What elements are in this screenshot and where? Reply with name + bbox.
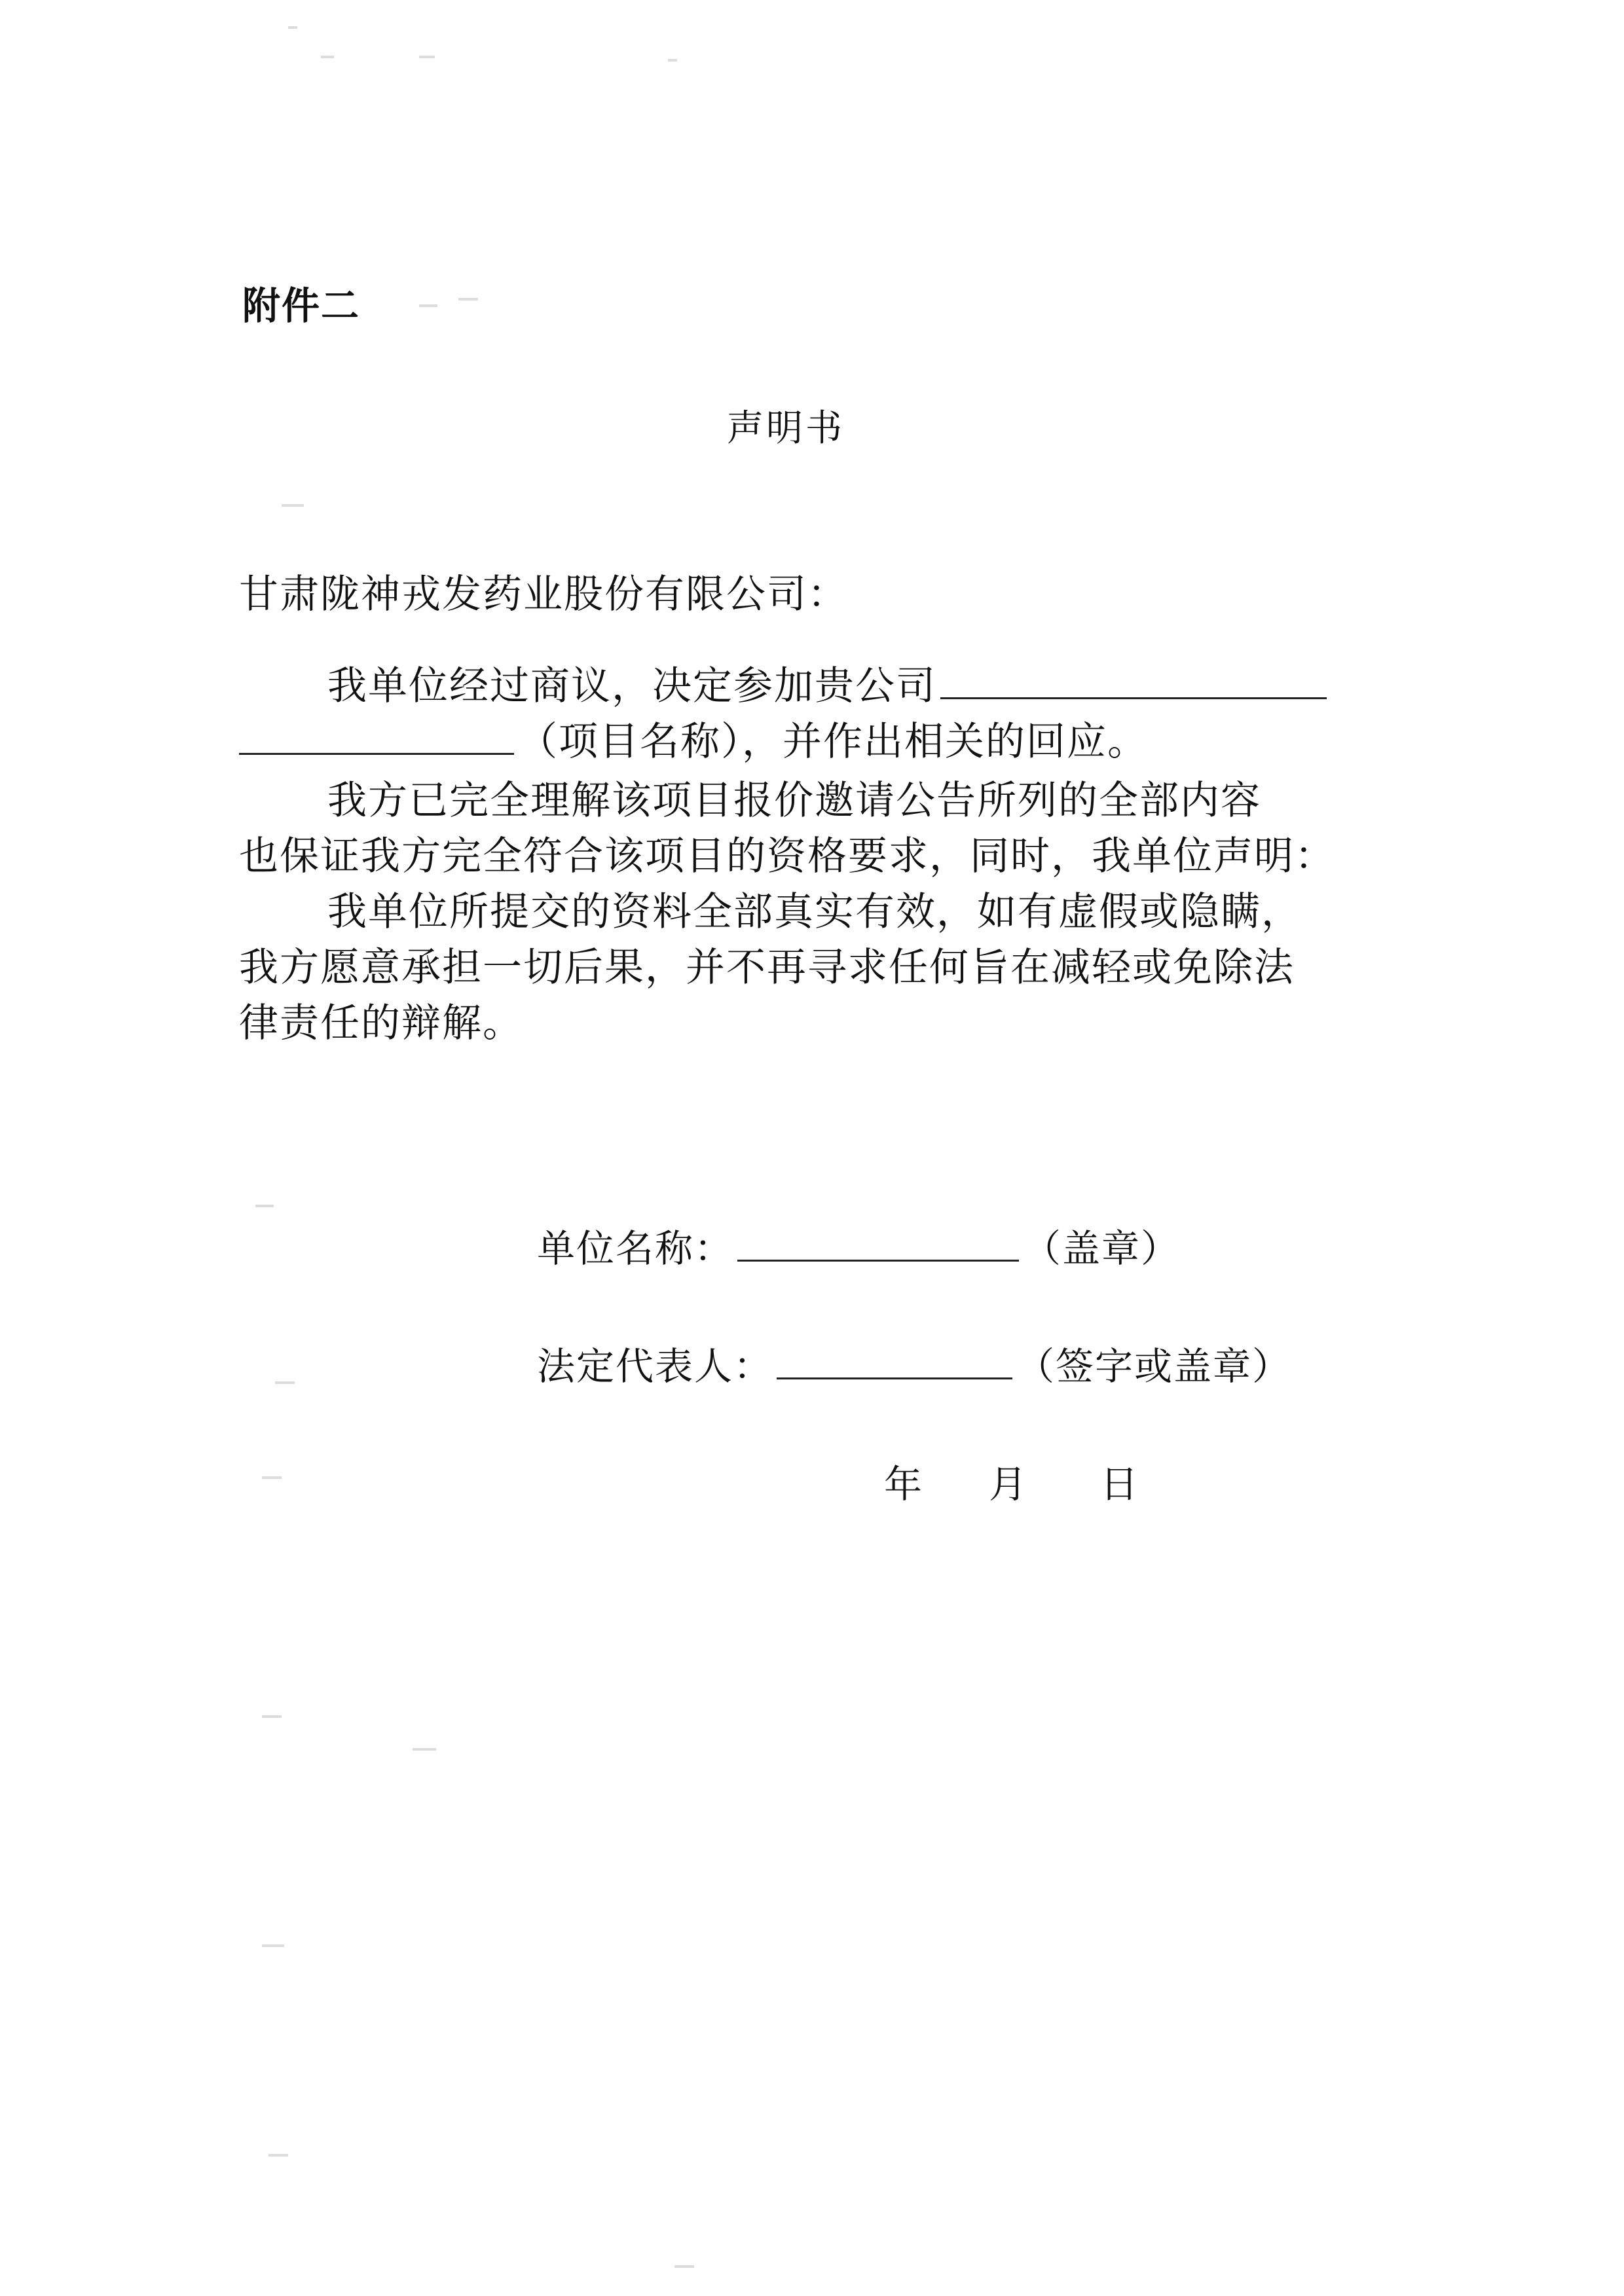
body-text: 律责任的辩解。 — [239, 1000, 523, 1046]
scan-mark — [268, 2154, 288, 2157]
legal-rep-note: （签字或盖章） — [1016, 1344, 1292, 1389]
body-text: （项目名称），并作出相关的回应。 — [518, 719, 1148, 765]
recipient-line: 甘肃陇神戎发药业股份有限公司： — [239, 572, 848, 617]
legal-rep-label: 法定代表人： — [537, 1344, 773, 1389]
document-title: 声明书 — [727, 407, 845, 450]
date-year: 年 — [884, 1462, 923, 1506]
unit-name-row — [537, 1218, 1180, 1273]
unit-name-blank[interactable] — [737, 1219, 1019, 1262]
project-name-blank-1[interactable] — [940, 657, 1327, 699]
body-line — [239, 825, 1335, 881]
body-line — [239, 769, 1261, 826]
scan-mark — [262, 1944, 284, 1947]
scan-mark — [419, 304, 437, 307]
body-text: 我方已完全理解该项目报价邀请公告所列的全部内容 — [327, 778, 1261, 824]
body-text: 我方愿意承担一切后果，并不再寻求任何旨在减轻或免除法 — [239, 945, 1295, 991]
legal-rep-row — [537, 1336, 1291, 1391]
scan-mark — [262, 1715, 282, 1718]
scan-mark — [262, 1476, 282, 1479]
scan-mark — [668, 59, 677, 62]
scan-mark — [275, 1381, 295, 1384]
scan-mark — [419, 56, 435, 58]
scan-mark — [282, 504, 304, 507]
body-line — [239, 992, 523, 1048]
scan-mark — [458, 298, 478, 301]
scan-mark — [413, 1748, 436, 1751]
body-text: 我单位经过商议，决定参加贵公司 — [327, 663, 936, 709]
body-text: 我单位所提交的资料全部真实有效，如有虚假或隐瞒， — [327, 889, 1302, 935]
body-line — [239, 655, 1331, 711]
scan-mark — [288, 26, 297, 29]
date-month: 月 — [989, 1462, 1027, 1506]
project-name-blank-2[interactable] — [239, 712, 514, 755]
scan-mark — [674, 2265, 694, 2268]
unit-name-note: （盖章） — [1023, 1226, 1181, 1271]
body-line — [239, 936, 1295, 993]
legal-rep-blank[interactable] — [777, 1337, 1012, 1379]
body-line — [239, 881, 1302, 937]
scan-mark — [255, 1205, 274, 1207]
unit-name-label: 单位名称： — [537, 1226, 734, 1271]
date-day: 日 — [1100, 1462, 1139, 1506]
attachment-label: 附件二 — [242, 283, 361, 328]
body-text: 也保证我方完全符合该项目的资格要求，同时，我单位声明： — [239, 833, 1335, 879]
body-line — [239, 710, 1148, 767]
scan-mark — [321, 56, 334, 58]
